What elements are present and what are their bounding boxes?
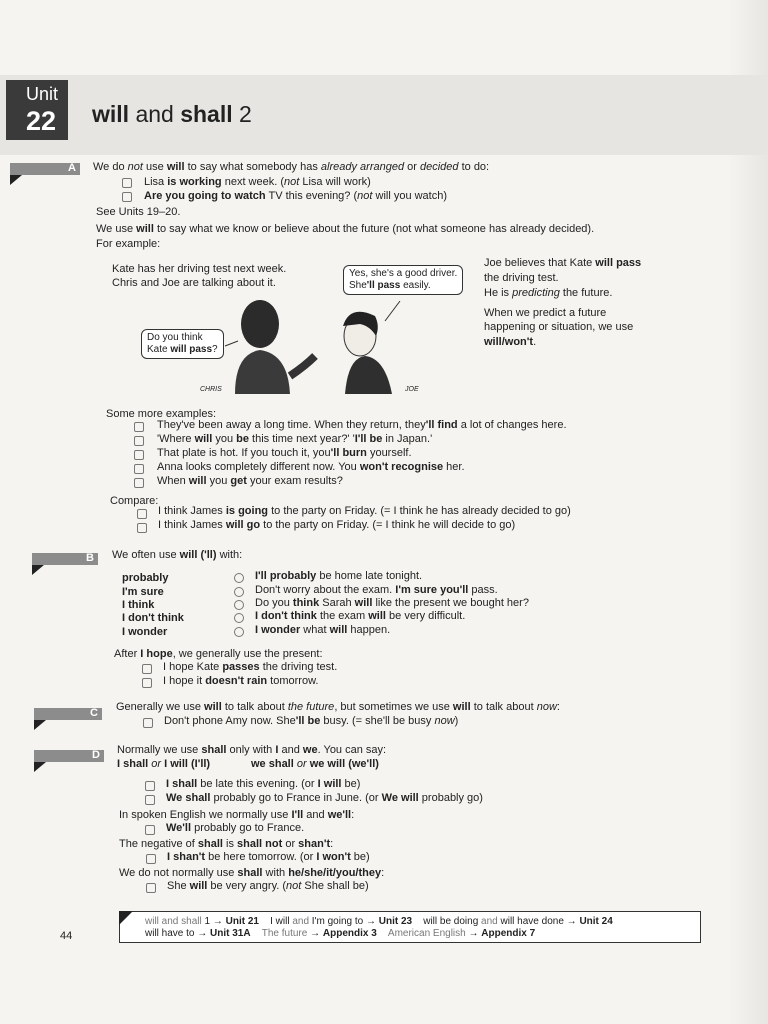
negative-rule: The negative of shall is shall not or shan't: [119,838,334,850]
unit-badge [6,80,68,140]
section-b-tab: B [32,553,98,565]
cross-reference-box [119,911,701,943]
explanation: Joe believes that Kate will pass [484,257,642,269]
hope-rule: After I hope, we generally use the present: [114,648,323,660]
section-a-marker [10,175,22,185]
for-example: For example: [96,238,161,250]
example: 'Where will you be this time next year?' 'I'll be in Japan.' [157,433,433,445]
explanation: He is predicting the future. [484,287,613,299]
more-examples-heading: Some more examples: [106,408,217,420]
keyword: probably [122,572,169,584]
example: I'll probably be home late tonight. [255,570,423,582]
context-text: Chris and Joe are talking about it. [112,277,276,289]
section-b-marker [32,565,44,575]
section-d-forms: we shall or we will (we'll) [251,758,379,770]
keyword: I wonder [122,626,168,638]
page-number: 44 [60,930,73,942]
section-a-tab: A [10,163,80,175]
xref-row-2: will have to → Unit 31A The future → Appendix 3 American English → Appendix 7 [145,928,536,939]
example: They've been away a long time. When they return, they'll find a lot of changes here. [157,419,567,431]
section-a-line2: We use will to say what we know or believe about the future (not what someone has already decided). [96,223,595,235]
example: I shan't be here tomorrow. (or I won't be) [167,851,370,863]
keyword: I think [122,599,155,611]
keyword: I don't think [122,612,184,624]
section-c-marker [34,720,46,730]
section-c-line1: Generally we use will to talk about the future, but sometimes we use will to talk about now: [116,701,560,713]
explanation: will/won't. [484,336,537,348]
example: Don't phone Amy now. She'll be busy. (= she'll be busy now) [164,715,459,727]
example: I wonder what will happen. [255,624,391,636]
example: Anna looks completely different now. You won't recognise her. [157,461,465,473]
compare-heading: Compare: [110,495,159,507]
section-a-line1: We do not use will to say what somebody has already arranged or decided to do: [93,161,490,173]
section-b-intro: We often use will ('ll) with: [112,549,243,561]
arrow-icon [119,911,133,925]
example: Are you going to watch TV this evening? (not will you watch) [144,190,448,202]
chris-label: CHRIS [200,386,222,393]
example: Lisa is working next week. (not Lisa will work) [144,176,371,188]
example: I hope it doesn't rain tomorrow. [163,675,319,687]
bullet-box [122,178,132,188]
example: I think James is going to the party on Friday. (= I think he has already decided to go) [158,505,571,517]
bullet-box [122,192,132,202]
example: I think James will go to the party on Friday. (= I think he will decide to go) [158,519,516,531]
page-title: will and shall 2 [92,101,252,127]
example: I shall be late this evening. (or I will be) [166,778,361,790]
spoken-rule: In spoken English we normally use I'll and we'll: [119,809,355,821]
explanation: happening or situation, we use [484,321,634,333]
example: We'll probably go to France. [166,822,305,834]
section-c-tab: C [34,708,102,720]
explanation: When we predict a future [484,307,607,319]
section-d-marker [34,762,46,772]
joe-speech-bubble: Yes, she's a good driver. She'll pass easily. [343,265,463,295]
joe-label: JOE [405,386,419,393]
unit-number: 22 [26,106,57,136]
see-units: See Units 19–20. [96,206,181,218]
unit-label: Unit [26,84,59,104]
normal-use-rule: We do not normally use shall with he/she/it/you/they: [119,867,385,879]
example: Don't worry about the exam. I'm sure you'll pass. [255,584,498,596]
xref-row-1: will and shall 1 → Unit 21 I will and I'm going to → Unit 23 will be doing and will have done → Unit 24 [145,916,613,927]
chris-speech-bubble: Do you think Kate will pass? [141,329,224,359]
section-d-forms: I shall or I will (I'll) [117,758,211,770]
keyword: I'm sure [122,586,164,598]
example: When will you get your exam results? [157,475,343,487]
section-d-tab: D [34,750,104,762]
example: I don't think the exam will be very difficult. [255,610,466,622]
section-d-line1: Normally we use shall only with I and we. You can say: [117,744,387,756]
example: She will be very angry. (not She shall be) [167,880,369,892]
example: That plate is hot. If you touch it, you'll burn yourself. [157,447,412,459]
example: I hope Kate passes the driving test. [163,661,338,673]
example: We shall probably go to France in June. (or We will probably go) [166,792,483,804]
chris-and-joe-illustration [180,296,440,394]
context-text: Kate has her driving test next week. [112,263,287,275]
example: Do you think Sarah will like the present we bought her? [255,597,529,609]
explanation: the driving test. [484,272,559,284]
